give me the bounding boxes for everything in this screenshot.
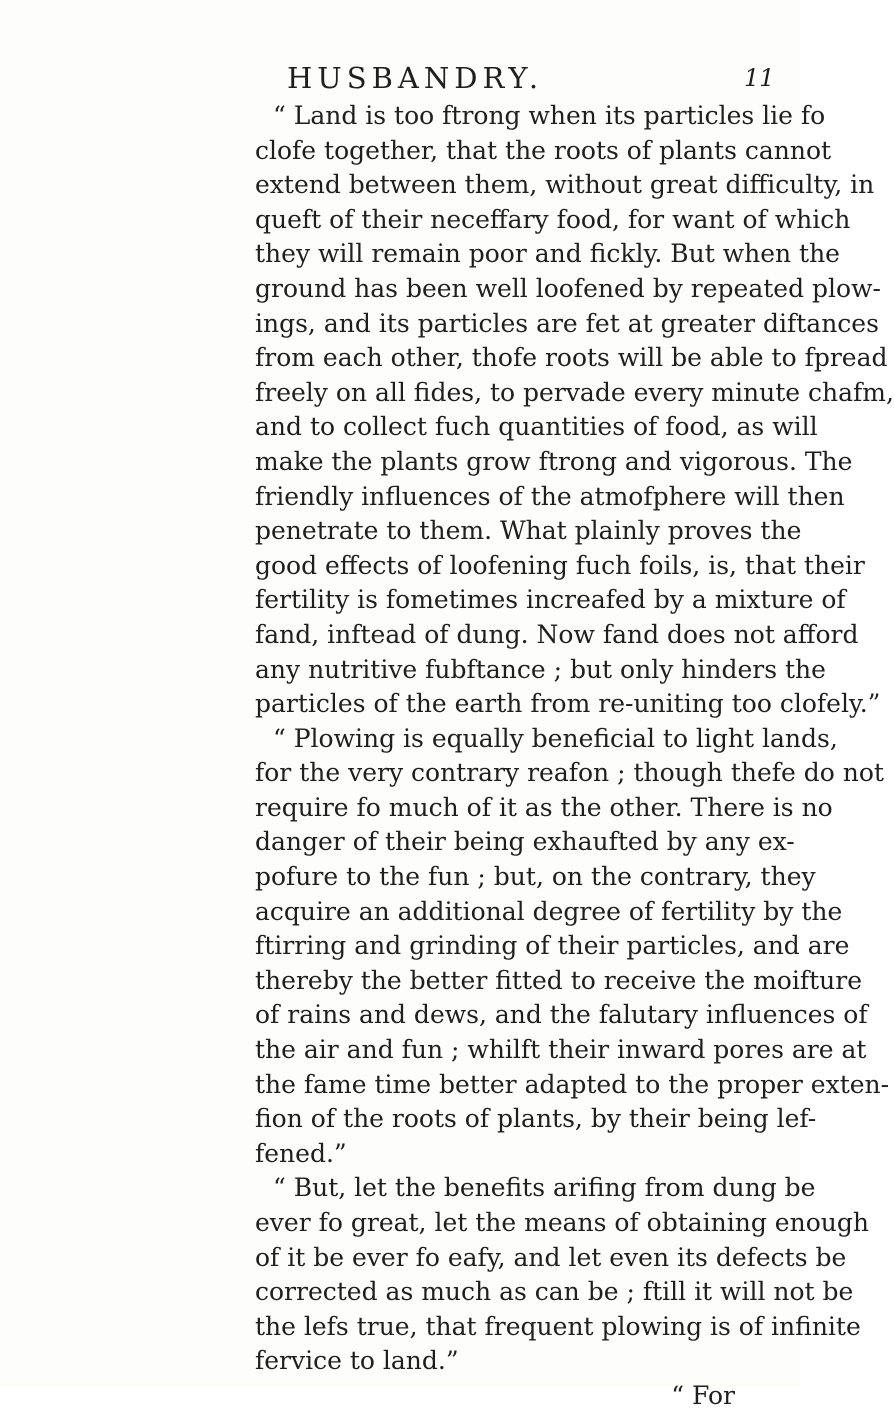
text-line: any nutritive fubftance ; but only hinders the	[255, 654, 826, 684]
text-line: friendly influences of the atmofphere will then	[255, 481, 845, 511]
text-line: they will remain poor and fickly. But when the	[255, 239, 840, 269]
text-line: fand, inftead of dung. Now fand does not afford	[255, 619, 859, 649]
text-line: ings, and its particles are fet at greater diftances	[255, 308, 879, 338]
text-line: queft of their neceffary food, for want of which	[255, 204, 851, 234]
text-line: the lefs true, that frequent plowing is of infinite	[255, 1311, 861, 1341]
text-line: fertility is fometimes increafed by a mixture of	[255, 585, 846, 615]
text-line: make the plants grow ftrong and vigorous. The	[255, 446, 853, 476]
text-line: “ But, let the benefits arifing from dung be	[273, 1173, 816, 1203]
text-line: fened.”	[255, 1138, 347, 1168]
text-line: acquire an additional degree of fertility by the	[255, 896, 843, 926]
text-line: clofe together, that the roots of plants cannot	[255, 135, 832, 165]
text-line: of it be ever fo eafy, and let even its defects be	[255, 1242, 847, 1272]
text-line: pofure to the fun ; but, on the contrary, they	[255, 862, 816, 892]
running-head	[0, 58, 800, 98]
text-line: “ Land is too ftrong when its particles lie fo	[273, 101, 826, 130]
text-line: ground has been well loofened by repeated plow-	[255, 273, 881, 303]
text-line: good effects of loofening fuch foils, is, that their	[255, 550, 865, 580]
text-line: danger of their being exhaufted by any ex-	[255, 827, 795, 857]
text-line: and to collect fuch quantities of food, as will	[255, 412, 818, 442]
paragraph-land-too-strong	[255, 99, 894, 722]
text-line: thereby the better fitted to receive the moifture	[255, 965, 862, 995]
text-line: ftirring and grinding of their particles, and are	[255, 931, 850, 961]
text-line: “ Plowing is equally beneficial to light lands,	[273, 723, 838, 753]
text-line: of rains and dews, and the falutary influences of	[255, 1000, 868, 1030]
text-line: freely on all fides, to pervade every minute chafm,	[255, 377, 894, 407]
text-line: require fo much of it as the other. There is no	[255, 792, 833, 822]
body-text	[255, 99, 894, 1414]
text-line: for the very contrary reafon ; though thefe do not	[255, 758, 884, 788]
text-line: the fame time better adapted to the proper exten-	[255, 1069, 890, 1099]
paragraph-benefits-of-dung	[255, 1171, 869, 1379]
text-line: from each other, thofe roots will be able to fpread	[255, 343, 888, 373]
text-line: penetrate to them. What plainly proves the	[255, 516, 802, 546]
text-line: fervice to land.”	[255, 1346, 459, 1376]
text-line: particles of the earth from re-uniting too clofely.”	[255, 689, 881, 719]
text-line: extend between them, without great difficulty, in	[255, 170, 875, 200]
running-head-title: HUSBANDRY.	[287, 61, 544, 95]
text-line: corrected as much as can be ; ftill it will not be	[255, 1277, 854, 1307]
text-line: fion of the roots of plants, by their being lef-	[255, 1104, 817, 1134]
text-line: ever fo great, let the means of obtaining enough	[255, 1208, 869, 1237]
catchword: “ For	[671, 1380, 735, 1410]
page-number: 11	[744, 64, 775, 92]
text-line: the air and fun ; whilft their inward pores are at	[255, 1035, 867, 1065]
paragraph-plowing-light-lands	[255, 722, 890, 1172]
